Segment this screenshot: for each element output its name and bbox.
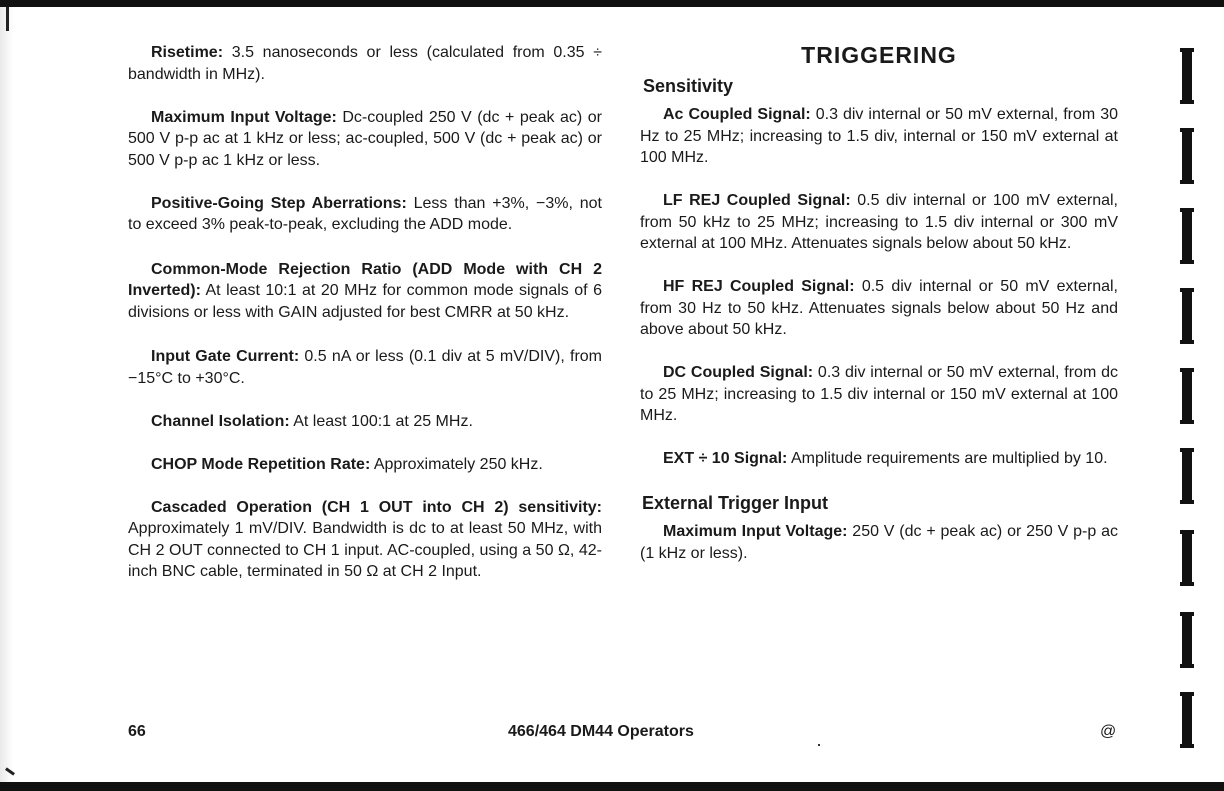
spec-text: Approximately 250 kHz. <box>370 455 543 473</box>
page-number: 66 <box>128 723 146 740</box>
spec-cmrr <box>128 259 602 324</box>
spec-lf-rej <box>640 190 1118 255</box>
spec-label: Ac Coupled Signal: <box>663 106 811 123</box>
spec-label: Positive-Going Step Aberrations: <box>151 194 407 212</box>
print-speck <box>818 744 820 746</box>
spec-gate-current <box>128 346 602 389</box>
spec-label: HF REJ Coupled Signal: <box>663 278 855 295</box>
index-tab-mark <box>1182 448 1192 504</box>
index-tab-mark <box>1182 48 1192 104</box>
spec-risetime <box>128 42 602 85</box>
spec-text: At least 100:1 at 25 MHz. <box>289 412 473 430</box>
index-tab-mark <box>1182 128 1192 184</box>
spec-chop-rate <box>128 454 602 476</box>
spec-text: Approximately 1 mV/DIV. Bandwidth is dc to at least 50 MHz, with CH 2 OUT connected to CH 1 input. AC-coupled, using a 50 Ω, 42-inch BNC cable, terminated in 50 Ω at CH 2 Input. <box>128 520 602 580</box>
spec-label: Risetime: <box>151 44 224 61</box>
index-tab-mark <box>1182 530 1192 586</box>
spec-cascaded-operation <box>128 497 602 583</box>
index-tab-mark <box>1182 208 1192 264</box>
index-tab-mark <box>1182 692 1192 748</box>
spec-label: Input Gate Current: <box>151 348 300 365</box>
spec-ext-div-10 <box>640 448 1118 470</box>
subsection-heading-sensitivity: Sensitivity <box>643 76 734 96</box>
spec-dc-coupled <box>640 362 1118 427</box>
spec-label: Channel Isolation: <box>151 412 290 430</box>
corner-mark <box>6 7 9 31</box>
spec-label: Cascaded Operation (CH 1 OUT into CH 2) sensitivity: <box>151 498 602 516</box>
bottom-border <box>0 782 1224 791</box>
spec-label: EXT ÷ 10 Signal: <box>663 450 788 467</box>
spec-text: 0.3 div internal or 50 mV external, from 30 Hz to 25 MHz; increasing to 1.5 div, internal or 150 mV external at 100 MHz. <box>640 106 1119 166</box>
spec-label: LF REJ Coupled Signal: <box>663 192 851 209</box>
spec-label: Maximum Input Voltage: <box>663 523 848 540</box>
spec-text: At least 10:1 at 20 MHz for common mode signals of 6 divisions or less with GAIN adjusted for best CMRR at 50 kHz. <box>128 282 602 321</box>
logo-mark: @ <box>1100 723 1117 740</box>
spec-channel-isolation <box>128 411 602 433</box>
spec-ext-max-voltage <box>640 521 1118 564</box>
spec-label: DC Coupled Signal: <box>663 364 814 381</box>
spec-label: Maximum Input Voltage: <box>151 108 337 126</box>
index-tab-mark <box>1182 368 1192 424</box>
spec-text: Amplitude requirements are multiplied by 10. <box>787 450 1108 467</box>
spec-text: 0.5 nA or less (0.1 div at 5 mV/DIV), from −15°C to +30°C. <box>128 348 602 387</box>
subsection-heading-external-trigger: External Trigger Input <box>642 493 829 513</box>
spec-text: 0.5 div internal or 50 mV external, from 30 Hz to 50 kHz. Attenuates signals below about 50 Hz and above about 50 kHz. <box>640 278 1118 338</box>
spec-step-aberrations <box>128 193 602 236</box>
spec-hf-rej <box>640 276 1118 341</box>
spec-text: 0.3 div internal or 50 mV external, from dc to 25 MHz; increasing to 1.5 div internal or 150 mV external at 100 MHz. <box>640 364 1119 424</box>
spec-text: 250 V (dc + peak ac) or 250 V p-p ac (1 kHz or less). <box>640 523 1118 562</box>
spec-text: 3.5 nanoseconds or less (calculated from 0.35 ÷ bandwidth in MHz). <box>128 44 602 83</box>
page-gutter <box>0 7 14 782</box>
spec-ac-coupled <box>640 104 1118 169</box>
spec-max-input-voltage <box>128 107 602 172</box>
index-tab-mark <box>1182 612 1192 668</box>
spec-label: CHOP Mode Repetition Rate: <box>151 455 371 473</box>
spec-text: Less than +3%, −3%, not to exceed 3% peak-to-peak, excluding the ADD mode. <box>128 194 603 233</box>
spec-text: 0.5 div internal or 100 mV external, from 50 kHz to 25 MHz; increasing to 1.5 div internal or 300 mV external at 100 MHz. Attenuates signals below about 50 kHz. <box>640 192 1119 252</box>
index-tab-mark <box>1182 288 1192 344</box>
top-border <box>0 0 1224 7</box>
left-column <box>128 42 602 605</box>
manual-title: 466/464 DM44 Operators <box>508 723 694 740</box>
section-title: TRIGGERING <box>801 42 957 68</box>
spec-text: Dc-coupled 250 V (dc + peak ac) or 500 V p-p ac at 1 kHz or less; ac-coupled, 500 V (dc + peak ac) or 500 V p-p ac 1 kHz or less. <box>128 108 602 169</box>
spec-label: Common-Mode Rejection Ratio (ADD Mode with CH 2 Inverted): <box>128 260 602 299</box>
right-column <box>640 42 1118 586</box>
